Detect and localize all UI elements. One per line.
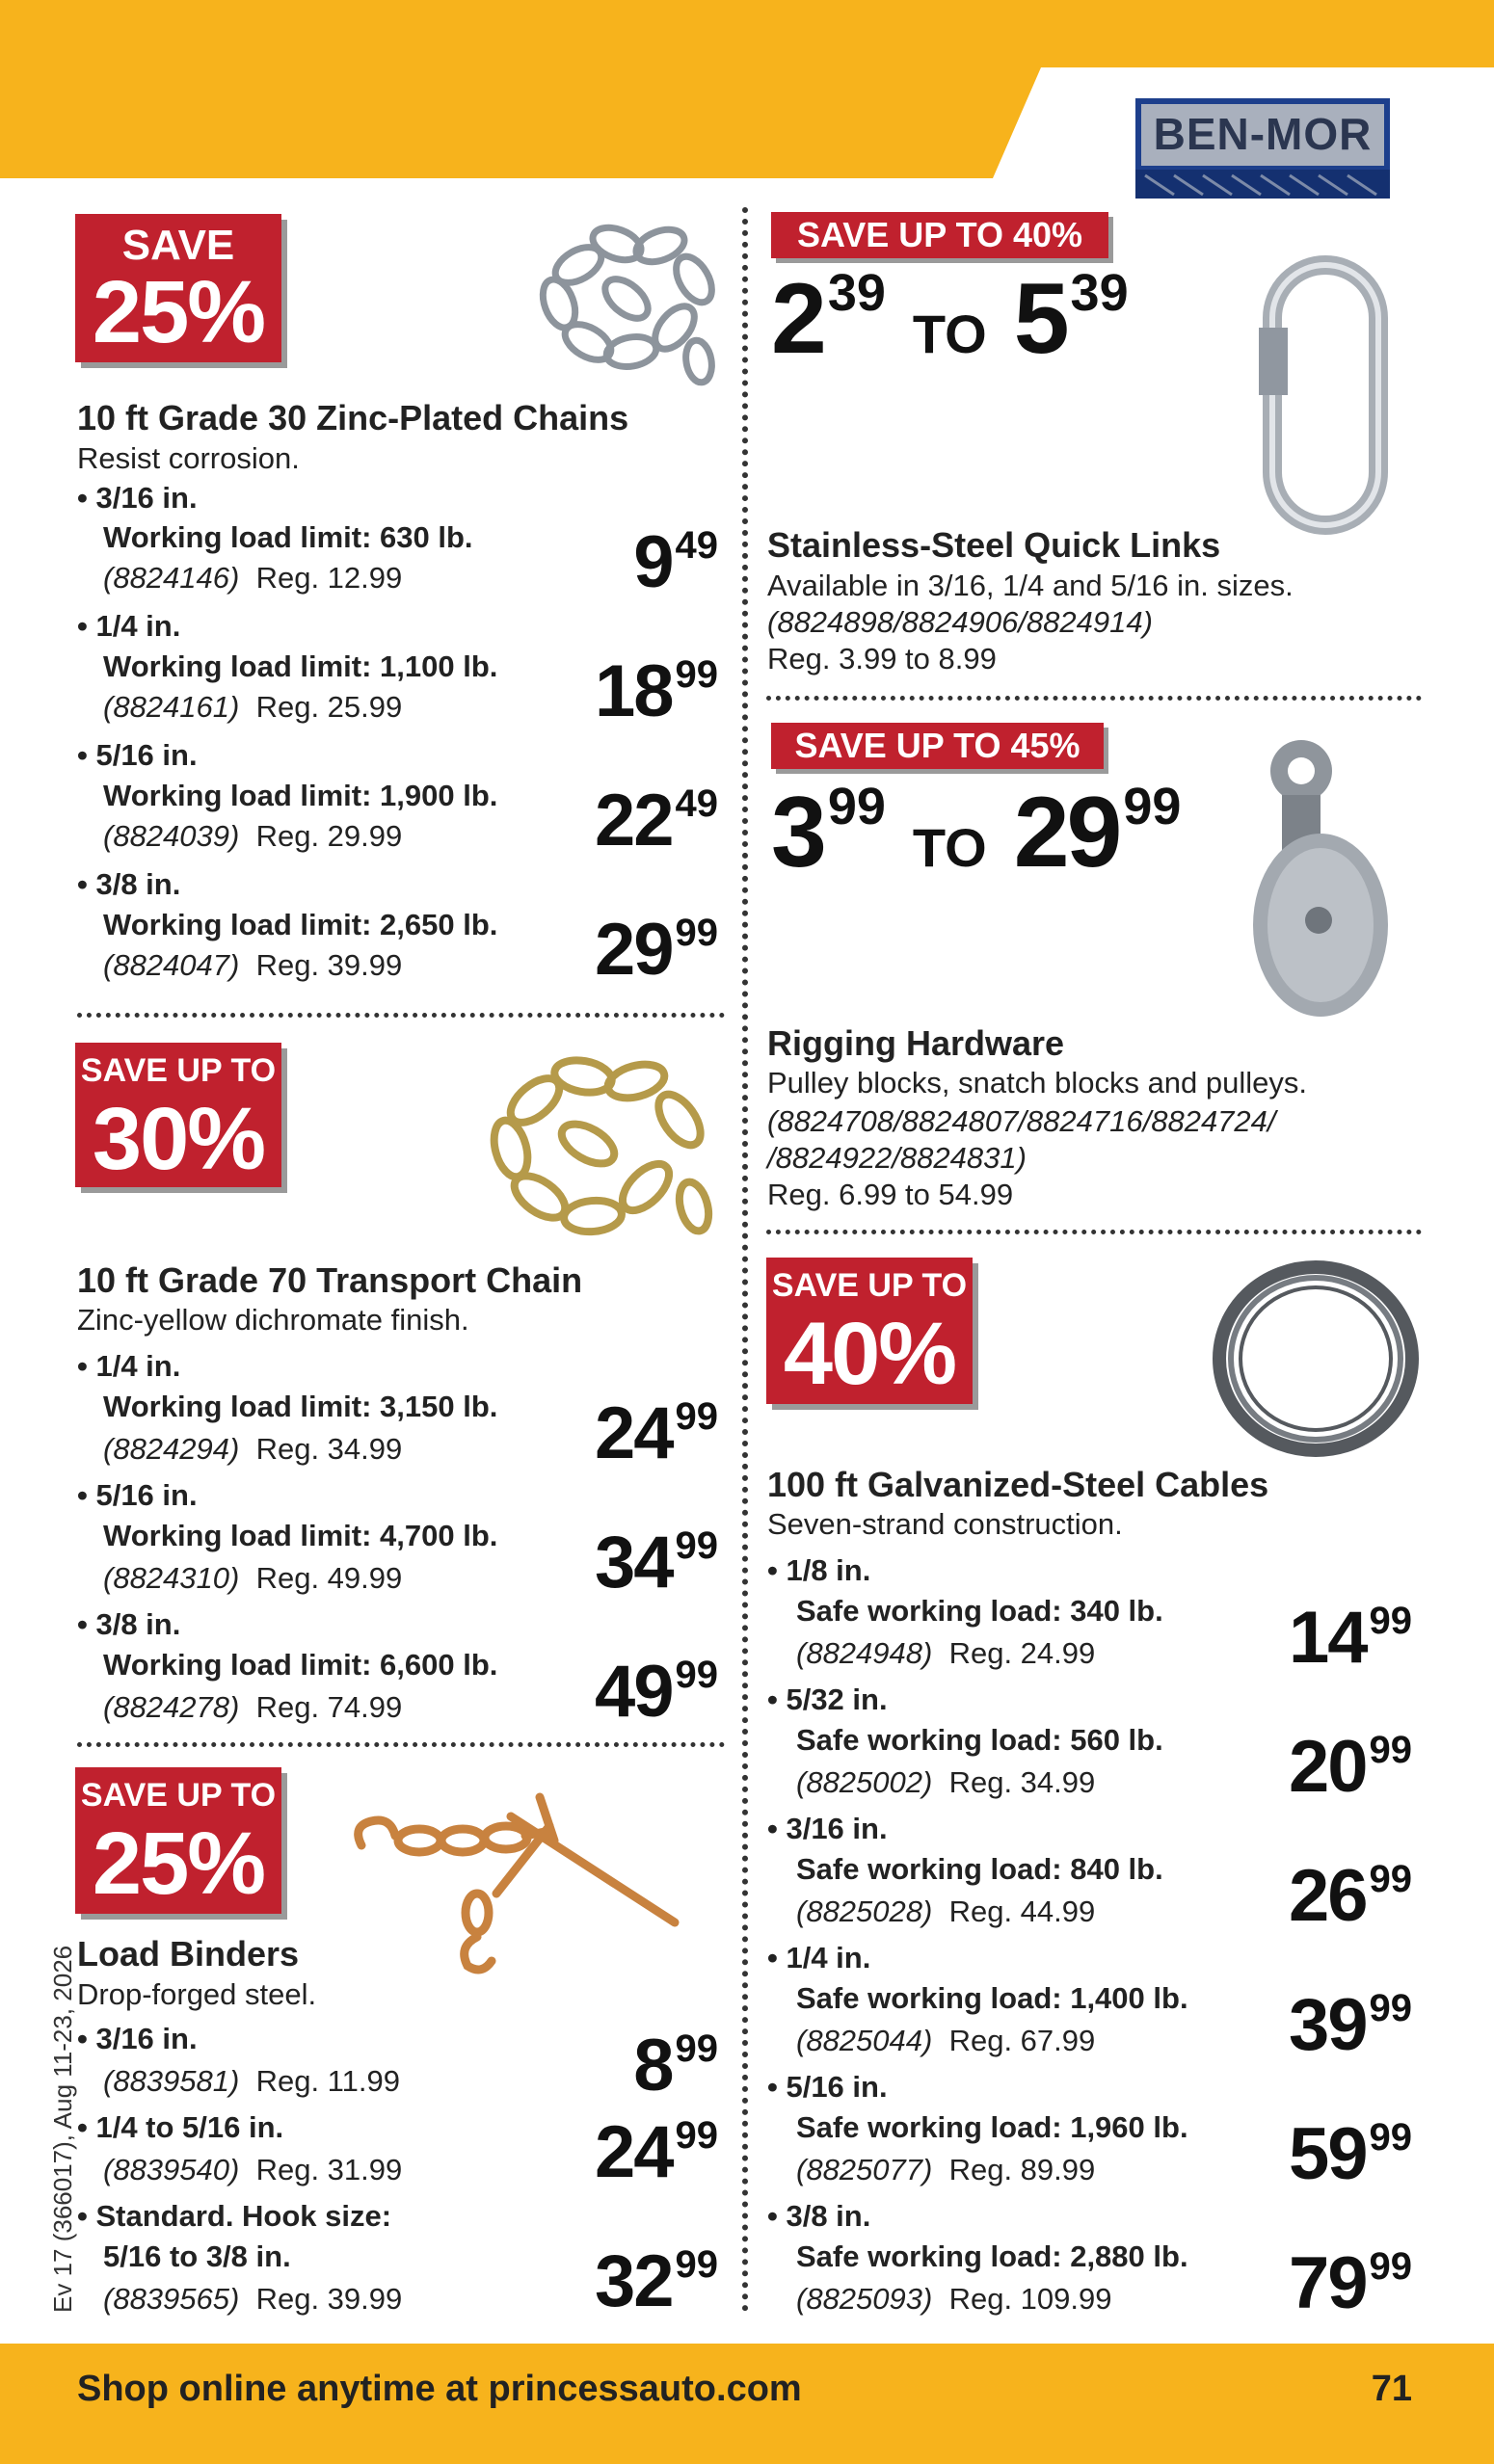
badge-percent: 25% — [92, 263, 265, 361]
price-dollars: 14 — [1288, 1597, 1367, 1679]
badge-label: SAVE — [121, 222, 235, 269]
price-cents: 99 — [675, 1524, 718, 1567]
sale-price — [595, 779, 718, 862]
sku: (8824278) — [103, 1690, 240, 1724]
save-badge-cables — [766, 1258, 973, 1404]
sku: (8825077) — [796, 2153, 933, 2186]
price-cents: 99 — [675, 653, 718, 696]
sale-price — [1289, 1596, 1412, 1680]
reg-price: Reg. 29.99 — [255, 819, 403, 853]
variant-sku-reg — [796, 1634, 1095, 1673]
pulley-block-image — [1243, 732, 1398, 1021]
badge-label: SAVE UP TO — [80, 1052, 277, 1089]
quick-link-image — [1243, 251, 1407, 540]
sale-price — [595, 1391, 718, 1475]
divider-right-1 — [766, 696, 1422, 701]
sale-price — [633, 520, 718, 604]
sku: (8824310) — [103, 1561, 240, 1595]
price-to-dollars: 29 — [1013, 777, 1120, 888]
variant-sku-reg — [103, 946, 402, 985]
product-desc: Resist corrosion. — [77, 441, 300, 475]
price-cents: 99 — [675, 2114, 718, 2157]
variant-load: Safe working load: 840 lb. — [796, 1852, 1163, 1886]
variant-sku-reg — [103, 688, 402, 727]
product-skus-line2: /8824922/8824831) — [767, 1141, 1027, 1175]
price-from-dollars: 3 — [771, 777, 824, 888]
divider-right-2 — [766, 1230, 1422, 1234]
sku: (8824039) — [103, 819, 240, 853]
variant-size-line2: 5/16 to 3/8 in. — [103, 2239, 291, 2273]
variant-sku-reg — [103, 1688, 402, 1727]
product-desc: Seven-strand construction. — [767, 1507, 1123, 1541]
sale-price — [595, 1650, 718, 1734]
price-dollars: 34 — [594, 1522, 673, 1603]
reg-price: Reg. 109.99 — [948, 2282, 1112, 2316]
price-dollars: 24 — [594, 2111, 673, 2193]
price-range — [771, 776, 1181, 890]
save-badge-zinc-chains — [75, 214, 281, 362]
sku: (8825002) — [796, 1765, 933, 1799]
transport-chain-image — [477, 1033, 733, 1255]
reg-price: Reg. 6.99 to 54.99 — [767, 1178, 1014, 1211]
save-badge-load-binders — [75, 1767, 281, 1914]
sku: (8825044) — [796, 2024, 933, 2057]
price-from-cents: 99 — [827, 778, 886, 835]
price-dollars: 20 — [1288, 1726, 1367, 1808]
price-cents: 99 — [1369, 1858, 1412, 1900]
sale-price — [1289, 1725, 1412, 1809]
sale-price — [595, 2110, 718, 2194]
price-cents: 99 — [675, 2243, 718, 2286]
variant-load: Working load limit: 1,900 lb. — [103, 779, 498, 812]
reg-price: Reg. 67.99 — [948, 2024, 1096, 2057]
sku: (8824146) — [103, 561, 240, 595]
variant-size: • 3/16 in. — [77, 481, 198, 515]
variant-size: • 1/4 to 5/16 in. — [77, 2110, 284, 2144]
sale-price — [595, 649, 718, 733]
price-dollars: 24 — [594, 1392, 673, 1474]
variant-size: • 3/16 in. — [767, 1812, 888, 1845]
save-badge-transport-chain — [75, 1043, 281, 1187]
edition-note: Ev 17 (366017), Aug 11-23, 2026 — [48, 1945, 77, 2313]
cable-coil-image — [1210, 1253, 1422, 1465]
variant-size: • Standard. Hook size: — [77, 2199, 392, 2233]
reg-price: Reg. 31.99 — [255, 2153, 403, 2186]
sku: (8839565) — [103, 2282, 240, 2316]
variant-load: Safe working load: 340 lb. — [796, 1594, 1163, 1628]
product-desc: Available in 3/16, 1/4 and 5/16 in. sizes. — [767, 569, 1294, 602]
divider-left-2 — [77, 1742, 725, 1747]
product-title: Load Binders — [77, 1934, 300, 1974]
variant-load: Safe working load: 1,400 lb. — [796, 1981, 1188, 2015]
reg-price: Reg. 49.99 — [255, 1561, 403, 1595]
variant-sku-reg — [796, 2280, 1112, 2318]
reg-price: Reg. 44.99 — [948, 1894, 1096, 1928]
variant-size: • 1/4 in. — [77, 1349, 181, 1383]
sku: (8825093) — [796, 2282, 933, 2316]
variant-sku-reg — [796, 2022, 1095, 2060]
sku: (8839581) — [103, 2064, 240, 2098]
reg-price: Reg. 24.99 — [948, 1636, 1096, 1670]
price-cents: 49 — [675, 782, 718, 825]
reg-price: Reg. 12.99 — [255, 561, 403, 595]
zinc-chain-image — [520, 207, 733, 395]
sku: (8824161) — [103, 690, 240, 724]
product-title: 10 ft Grade 70 Transport Chain — [77, 1260, 583, 1300]
variant-load: Working load limit: 630 lb. — [103, 520, 473, 554]
brand-logo-text: BEN-MOR — [1153, 109, 1373, 159]
variant-load: Working load limit: 4,700 lb. — [103, 1519, 498, 1552]
reg-price: Reg. 39.99 — [255, 2282, 403, 2316]
variant-load: Safe working load: 2,880 lb. — [796, 2239, 1188, 2273]
product-desc: Drop-forged steel. — [77, 1977, 317, 2011]
price-cents: 99 — [1369, 1987, 1412, 2029]
save-badge-quick-links: SAVE UP TO 40% — [771, 212, 1108, 258]
badge-label: SAVE UP TO — [80, 1777, 277, 1814]
badge-percent: 30% — [92, 1090, 265, 1188]
price-dollars: 59 — [1288, 2113, 1367, 2195]
variant-size: • 1/4 in. — [767, 1941, 871, 1974]
sale-price — [1289, 1854, 1412, 1938]
price-cents: 99 — [675, 912, 718, 954]
sku: (8824047) — [103, 948, 240, 982]
footer-bar — [0, 2344, 1494, 2464]
variant-sku-reg — [103, 2280, 402, 2318]
product-title: 10 ft Grade 30 Zinc-Plated Chains — [77, 398, 629, 437]
price-dollars: 8 — [633, 2025, 673, 2106]
price-dollars: 39 — [1288, 1984, 1367, 2066]
sku: (8839540) — [103, 2153, 240, 2186]
sku: (8824948) — [796, 1636, 933, 1670]
variant-sku-reg — [103, 2062, 400, 2101]
price-to-dollars: 5 — [1013, 263, 1067, 375]
price-dollars: 22 — [594, 780, 673, 861]
variant-size: • 1/8 in. — [767, 1553, 871, 1587]
reg-price: Reg. 34.99 — [948, 1765, 1096, 1799]
variant-sku-reg — [103, 817, 402, 856]
variant-size: • 5/16 in. — [767, 2070, 888, 2104]
sale-price — [1289, 2241, 1412, 2325]
product-skus-line1: (8824708/8824807/8824716/8824724/ — [767, 1104, 1276, 1138]
sale-price — [595, 908, 718, 992]
price-dollars: 9 — [633, 521, 673, 603]
price-cents: 99 — [675, 1395, 718, 1438]
reg-price: Reg. 25.99 — [255, 690, 403, 724]
price-from-cents: 39 — [827, 264, 886, 322]
variant-load: Working load limit: 1,100 lb. — [103, 649, 498, 683]
reg-price: Reg. 3.99 to 8.99 — [767, 642, 997, 676]
badge-percent: 25% — [92, 1815, 265, 1913]
variant-sku-reg — [103, 2151, 402, 2189]
variant-size: • 5/16 in. — [77, 738, 198, 772]
product-skus: (8824898/8824906/8824914) — [767, 605, 1153, 639]
variant-load: Working load limit: 3,150 lb. — [103, 1390, 498, 1423]
product-title: 100 ft Galvanized-Steel Cables — [767, 1465, 1269, 1504]
price-range — [771, 262, 1129, 377]
reg-price: Reg. 39.99 — [255, 948, 403, 982]
variant-sku-reg — [103, 1430, 402, 1469]
brand-logo — [1135, 98, 1390, 199]
variant-size: • 5/16 in. — [77, 1478, 198, 1512]
variant-load: Working load limit: 6,600 lb. — [103, 1648, 498, 1682]
variant-load: Safe working load: 1,960 lb. — [796, 2110, 1188, 2144]
variant-size: • 5/32 in. — [767, 1682, 888, 1716]
page-number: 71 — [1371, 2369, 1412, 2409]
divider-left-1 — [77, 1013, 725, 1018]
variant-sku-reg — [796, 2151, 1095, 2189]
variant-sku-reg — [796, 1893, 1095, 1931]
variant-size: • 3/8 in. — [767, 2199, 871, 2233]
variant-load: Safe working load: 560 lb. — [796, 1723, 1163, 1757]
sale-price — [1289, 1983, 1412, 2067]
price-cents: 49 — [675, 524, 718, 567]
product-desc: Pulley blocks, snatch blocks and pulleys. — [767, 1066, 1308, 1100]
price-cents: 99 — [1369, 2245, 1412, 2288]
column-divider — [742, 207, 748, 2313]
variant-size: • 3/8 in. — [77, 867, 181, 901]
price-cents: 99 — [675, 1654, 718, 1696]
price-dollars: 26 — [1288, 1855, 1367, 1937]
sale-price — [1289, 2112, 1412, 2196]
price-dollars: 49 — [594, 1651, 673, 1733]
variant-size: • 3/16 in. — [77, 2022, 198, 2055]
price-cents: 99 — [1369, 1600, 1412, 1642]
price-dollars: 79 — [1288, 2242, 1367, 2324]
price-to-word: TO — [912, 304, 987, 364]
price-to-cents: 39 — [1070, 264, 1129, 322]
price-cents: 99 — [1369, 1729, 1412, 1771]
sale-price — [595, 2239, 718, 2323]
product-desc: Zinc-yellow dichromate finish. — [77, 1303, 469, 1337]
variant-size: • 1/4 in. — [77, 609, 181, 643]
variant-sku-reg — [796, 1763, 1095, 1802]
load-binder-image — [342, 1778, 723, 1980]
reg-price: Reg. 89.99 — [948, 2153, 1096, 2186]
footer-url-text: Shop online anytime at princessauto.com — [77, 2369, 802, 2409]
price-dollars: 18 — [594, 650, 673, 732]
reg-price: Reg. 74.99 — [255, 1690, 403, 1724]
variant-sku-reg — [103, 1559, 402, 1598]
price-cents: 99 — [1369, 2116, 1412, 2159]
badge-label: SAVE UP TO — [771, 1267, 968, 1304]
product-title: Stainless-Steel Quick Links — [767, 525, 1221, 565]
variant-sku-reg — [103, 559, 402, 597]
save-badge-rigging: SAVE UP TO 45% — [771, 723, 1104, 769]
badge-percent: 40% — [783, 1305, 956, 1403]
sku: (8825028) — [796, 1894, 933, 1928]
variant-size: • 3/8 in. — [77, 1607, 181, 1641]
reg-price: Reg. 11.99 — [255, 2064, 400, 2098]
price-to-word: TO — [912, 817, 987, 878]
sale-price — [633, 2024, 718, 2107]
price-dollars: 29 — [594, 909, 673, 991]
sku: (8824294) — [103, 1432, 240, 1466]
price-dollars: 32 — [594, 2240, 673, 2322]
product-title: Rigging Hardware — [767, 1023, 1065, 1063]
variant-load: Working load limit: 2,650 lb. — [103, 908, 498, 941]
price-to-cents: 99 — [1123, 778, 1182, 835]
reg-price: Reg. 34.99 — [255, 1432, 403, 1466]
price-from-dollars: 2 — [771, 263, 824, 375]
price-cents: 99 — [675, 2027, 718, 2070]
sale-price — [595, 1521, 718, 1604]
